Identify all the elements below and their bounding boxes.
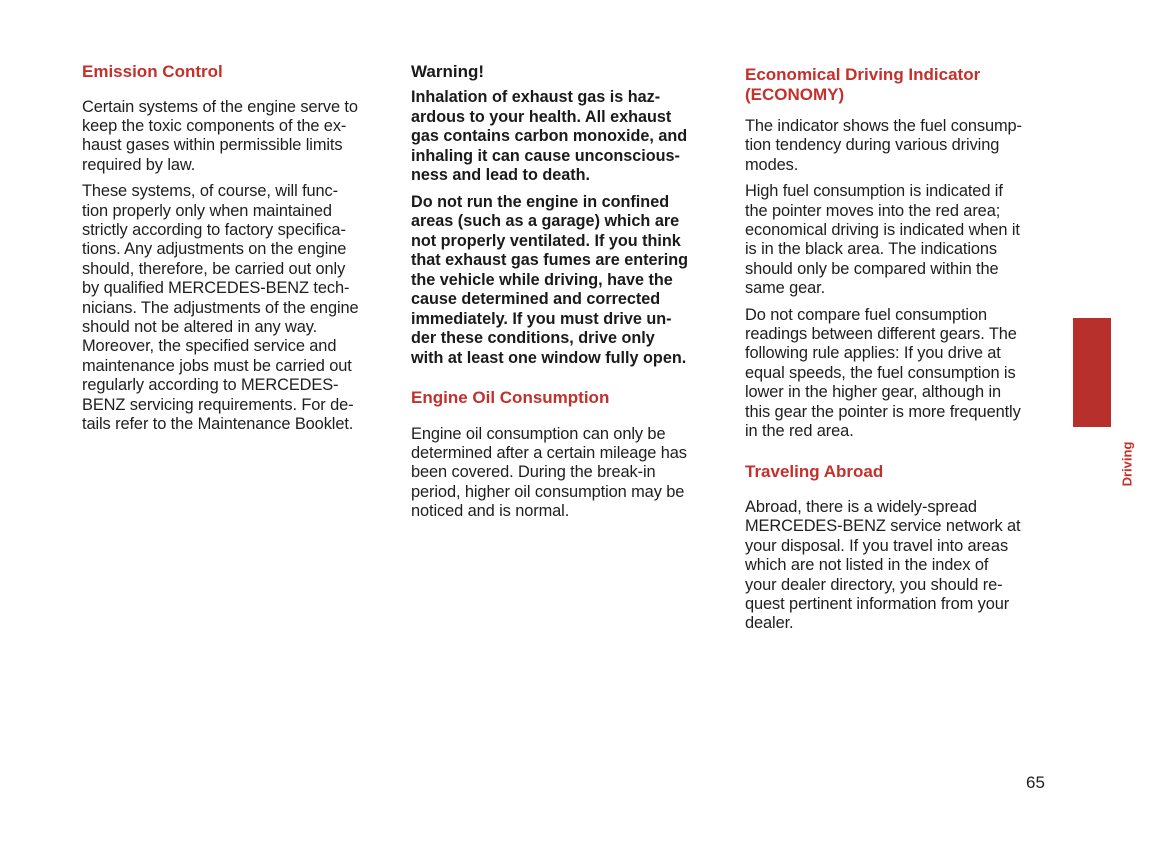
paragraph-emission-intro: Certain systems of the engine serve to keep the toxic components of the ex- haust gases within permissible limits required by law. (82, 97, 358, 174)
page-number: 65 (1026, 773, 1045, 792)
warning-paragraph-confined-areas: Do not run the engine in confined areas (such as a garage) which are not properly ventilated. If you think that exhaust gas fumes are entering the vehicle while driving, have the cause determined and corrected immediately. If you must drive un- der these conditions, drive only with at least one window fully open. (411, 192, 689, 367)
heading-engine-oil-consumption: Engine Oil Consumption (411, 388, 610, 407)
paragraph-oil-consumption: Engine oil consumption can only be determined after a certain mileage has been covered. During the break-in period, higher oil consumption may be noticed and is normal. (411, 424, 687, 521)
heading-traveling-abroad: Traveling Abroad (745, 461, 884, 481)
paragraph-compare-gears: Do not compare fuel consumption readings between different gears. The following rule applies: If you drive at equal speeds, the fuel consumption is lower in the higher gear, although in this gear the pointer is more frequently in the red area. (745, 305, 1021, 441)
column-economy-travel (745, 65, 1055, 634)
heading-economical-driving-indicator: Economical Driving Indicator (ECONOMY) (745, 65, 981, 104)
warning-paragraph-inhalation: Inhalation of exhaust gas is haz- ardous to your health. All exhaust gas contains carbon monoxide, and inhaling it can cause unconscious- ness and lead to death. (411, 88, 688, 184)
column-emission-control (82, 62, 392, 434)
paragraph-emission-maintenance: These systems, of course, will func- tion properly only when maintained strictly according to factory specifica- tions. Any adjustments on the engine should, therefore, be carried out only by qualified MERCEDES-BENZ tech- nicians. The adjustments of the engine should not be altered in any way. Moreover, the specified service and maintenance jobs must be carried out regularly according to MERCEDES- BENZ servicing requirements. For de- tails refer to the Maintenance Booklet. (82, 182, 359, 433)
paragraph-indicator-intro: The indicator shows the fuel consump- tion tendency during various driving modes. (745, 117, 1022, 174)
section-tab-label-text: Driving (1119, 441, 1135, 487)
section-tab-label (1115, 434, 1139, 494)
paragraph-traveling-abroad: Abroad, there is a widely-spread MERCEDES-BENZ service network at your disposal. If you travel into areas which are not listed in the index of your dealer directory, you should re- quest pertinent information from your dealer. (745, 498, 1021, 633)
warning-title: Warning! (411, 62, 485, 81)
column-warning-oil (411, 62, 721, 522)
heading-emission-control: Emission Control (82, 62, 223, 81)
section-tab-marker (1073, 318, 1111, 427)
paragraph-high-fuel-consumption: High fuel consumption is indicated if the pointer moves into the red area; economical driving is indicated when it is in the black area. The indications should only be compared within the same gear. (745, 182, 1020, 298)
